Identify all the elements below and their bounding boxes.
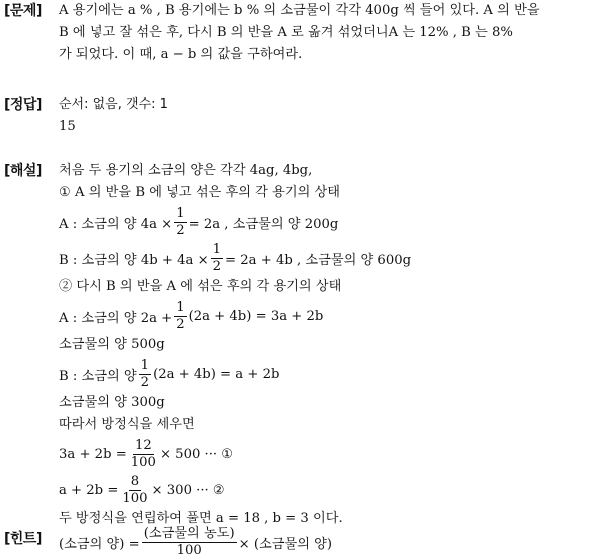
- solution-line-4-pre: B : 소금의 양 4b + 4a ×: [59, 252, 209, 268]
- solution-line-8: [59, 356, 588, 392]
- problem-label: [문제]: [4, 3, 42, 19]
- solution-line-1: 처음 두 용기의 소금의 양은 각각 4ag, 4bg,: [59, 163, 313, 178]
- fraction-numerator: 1: [176, 205, 185, 221]
- answer-meta: 순서: 없음, 갯수: 1: [59, 97, 168, 112]
- fraction-concentration: [120, 475, 149, 506]
- answer-body: [59, 94, 588, 138]
- solution-line-10: 따라서 방정식을 세우면: [59, 417, 195, 432]
- solution-line-6-pre: A : 소금의 양 2a +: [59, 310, 173, 326]
- equation-2-pre: a + 2b =: [59, 482, 119, 498]
- equation-1-pre: 3a + 2b =: [59, 446, 127, 462]
- problem-text: [59, 0, 588, 66]
- fraction-denominator: 100: [122, 490, 148, 506]
- answer-value: 15: [59, 119, 76, 134]
- solution-line-9: 소금물의 양 300g: [59, 395, 165, 410]
- fraction-numerator: 1: [176, 299, 185, 315]
- solution-line-7: 소금물의 양 500g: [59, 337, 165, 352]
- solution-label: [해설]: [4, 163, 42, 179]
- hint-pre: (소금의 양) =: [59, 536, 140, 552]
- hint-fraction: [142, 527, 237, 558]
- solution-line-2: ① A 의 반을 B 에 넣고 섞은 후의 각 용기의 상태: [59, 185, 340, 200]
- solution-line-8-pre: B : 소금의 양: [59, 368, 137, 384]
- fraction-denominator: 2: [212, 258, 222, 274]
- fraction-half: [174, 301, 186, 332]
- solution-line-4: [59, 240, 588, 276]
- fraction-numerator: 12: [134, 437, 152, 453]
- problem-line-2: B 에 넣고 잘 섞은 후, 다시 B 의 반을 A 로 옮겨 섞었더니A 는 12% , B 는 8%: [59, 25, 513, 40]
- fraction-concentration: [129, 439, 158, 470]
- hint-formula: [59, 525, 588, 558]
- fraction-half: [211, 243, 223, 274]
- fraction-half: [139, 359, 151, 390]
- solution-line-4-post: = 2a + 4b , 소금물의 양 600g: [225, 252, 412, 268]
- equation-2: [59, 472, 588, 508]
- fraction-numerator: 1: [212, 241, 222, 257]
- hint-post: × (소금물의 양): [238, 536, 333, 552]
- solution-conclusion: 두 방정식을 연립하여 풀면 a = 18 , b = 3 이다.: [59, 511, 343, 526]
- fraction-denominator: 100: [130, 454, 156, 470]
- fraction-half: [174, 207, 186, 238]
- solution-line-3-post: = 2a , 소금물의 양 200g: [188, 216, 339, 232]
- solution-line-8-post: (2a + 4b) = a + 2b: [153, 366, 280, 382]
- equation-1: [59, 436, 588, 472]
- fraction-numerator: 1: [140, 357, 150, 373]
- fraction-denominator: 2: [176, 316, 185, 332]
- fraction-numerator: 8: [130, 473, 140, 489]
- fraction-numerator: (소금물의 농도): [143, 525, 235, 541]
- problem-line-1: A 용기에는 a % , B 용기에는 b % 의 소금물이 각각 400g 씩 들어 있다. A 의 반을: [59, 3, 540, 18]
- fraction-denominator: 2: [140, 374, 150, 390]
- solution-line-3: [59, 204, 588, 240]
- equation-1-post: × 500 ··· ①: [159, 446, 234, 462]
- hint-label: [힌트]: [4, 531, 42, 547]
- solution-body: [59, 160, 588, 530]
- answer-label: [정답]: [4, 97, 42, 113]
- solution-line-3-pre: A : 소금의 양 4a ×: [59, 216, 173, 232]
- fraction-denominator: 2: [176, 222, 185, 238]
- problem-line-3: 가 되었다. 이 때, a − b 의 값을 구하여라.: [59, 47, 303, 62]
- solution-line-6: [59, 298, 588, 334]
- equation-2-post: × 300 ··· ②: [151, 482, 225, 498]
- solution-line-5: ② 다시 B 의 반을 A 에 섞은 후의 각 용기의 상태: [59, 279, 342, 294]
- hint-body: [59, 525, 588, 558]
- solution-line-6-post: (2a + 4b) = 3a + 2b: [188, 308, 324, 324]
- fraction-denominator: 100: [176, 542, 202, 558]
